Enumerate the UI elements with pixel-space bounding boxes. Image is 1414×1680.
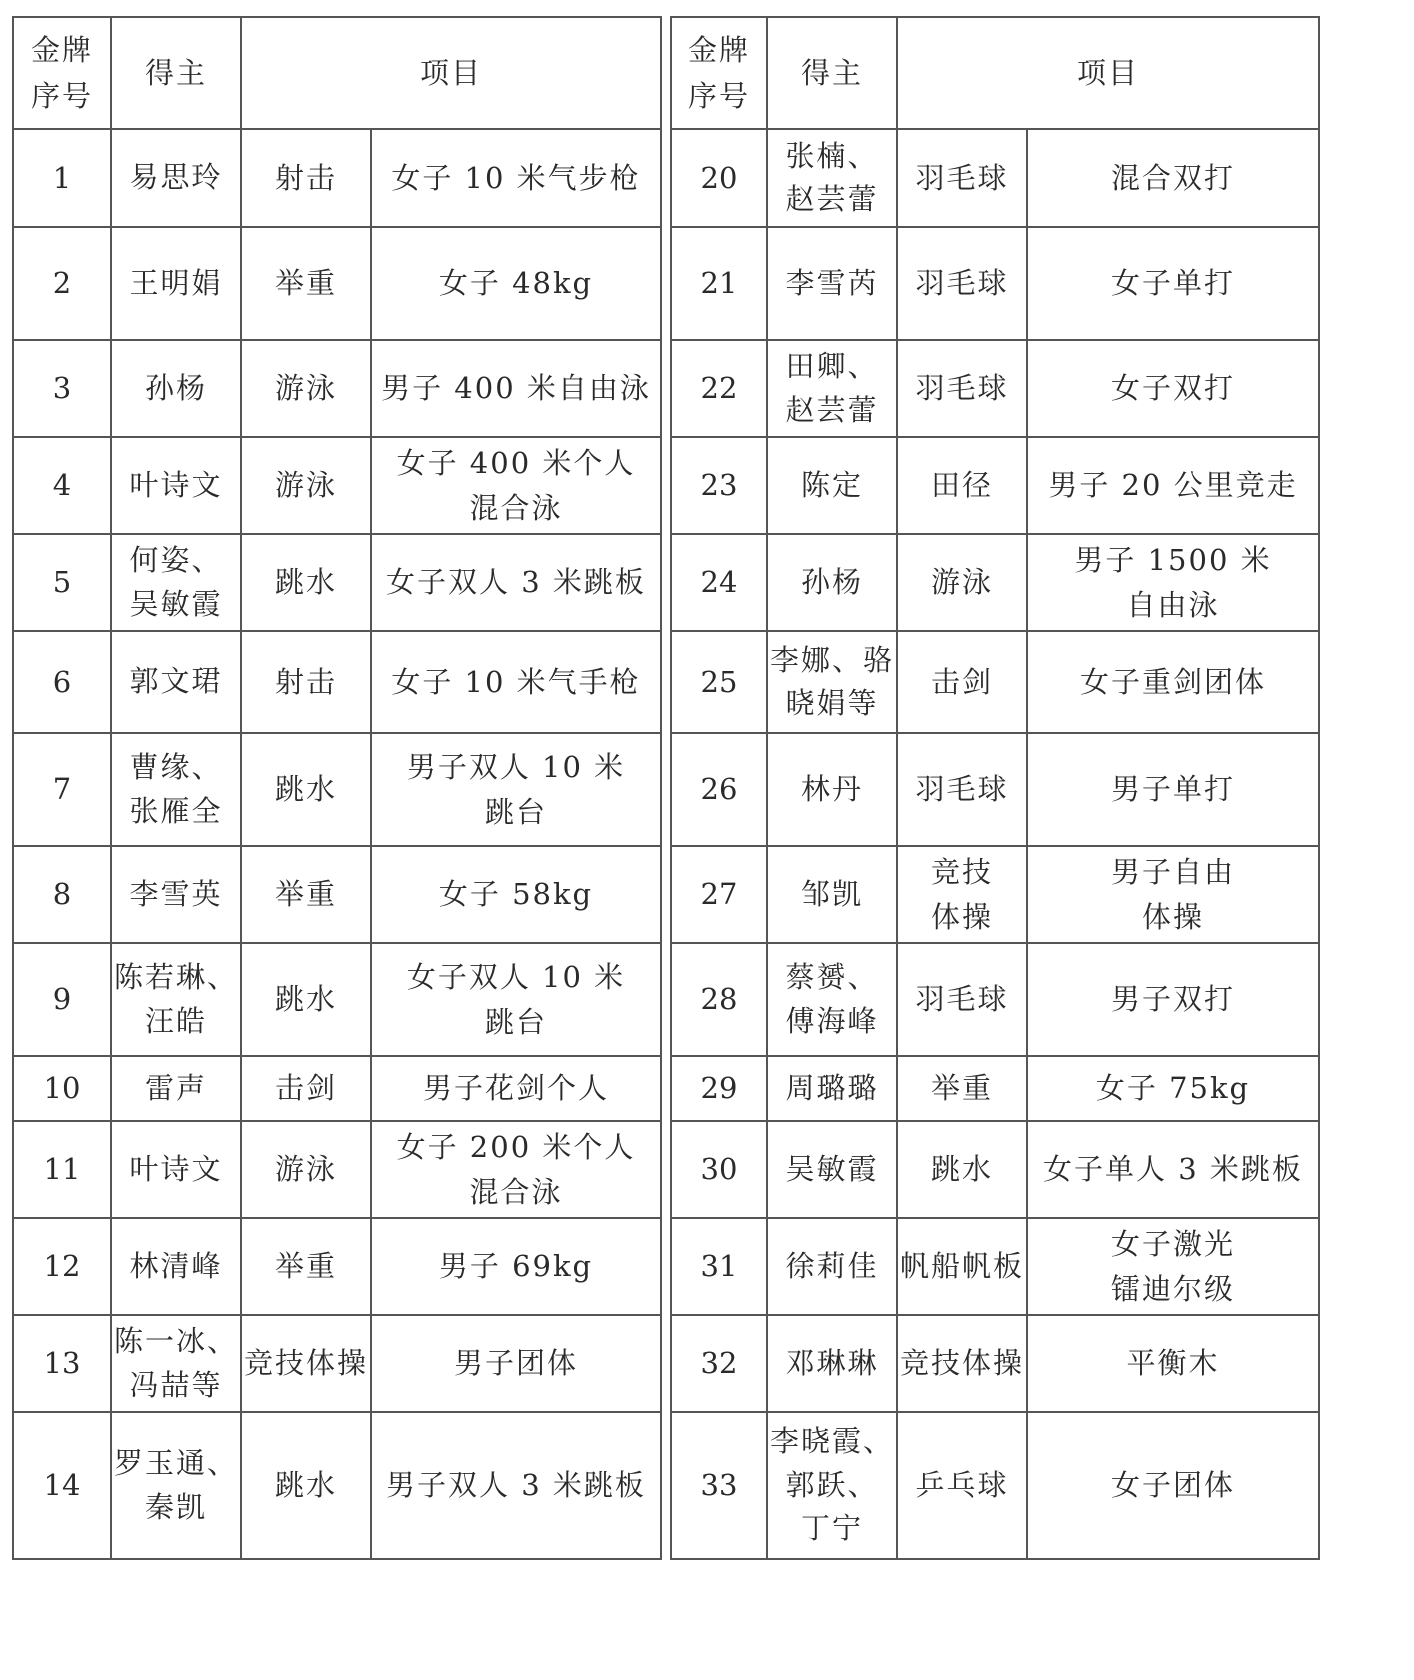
table-row — [13, 227, 661, 340]
winner-cell: 罗玉通、 秦凯 — [111, 1412, 241, 1559]
medal-seq-cell: 8 — [13, 846, 111, 943]
event-cell: 男子双人 10 米 跳台 — [371, 733, 661, 846]
header-winner: 得主 — [111, 17, 241, 129]
winner-cell: 徐莉佳 — [767, 1218, 897, 1315]
sport-cell: 举重 — [241, 227, 371, 340]
medal-seq-cell: 33 — [671, 1412, 767, 1559]
winner-cell: 吴敏霞 — [767, 1121, 897, 1218]
sport-cell: 举重 — [241, 846, 371, 943]
table-header-row — [13, 17, 661, 129]
sport-cell: 羽毛球 — [897, 733, 1027, 846]
sport-cell: 竞技 体操 — [897, 846, 1027, 943]
winner-cell: 李雪英 — [111, 846, 241, 943]
event-cell: 男子自由 体操 — [1027, 846, 1319, 943]
medal-seq-cell: 27 — [671, 846, 767, 943]
sport-cell: 田径 — [897, 437, 1027, 534]
winner-cell: 叶诗文 — [111, 1121, 241, 1218]
medal-seq-cell: 5 — [13, 534, 111, 631]
winner-cell: 叶诗文 — [111, 437, 241, 534]
event-cell: 女子 58kg — [371, 846, 661, 943]
event-cell: 男子花剑个人 — [371, 1056, 661, 1121]
event-cell: 男子双打 — [1027, 943, 1319, 1056]
table-header-row — [671, 17, 1319, 129]
sport-cell: 竞技体操 — [241, 1315, 371, 1412]
table-row — [13, 846, 661, 943]
table-row — [671, 943, 1319, 1056]
sport-cell: 击剑 — [897, 631, 1027, 733]
event-cell: 女子 400 米个人 混合泳 — [371, 437, 661, 534]
sport-cell: 竞技体操 — [897, 1315, 1027, 1412]
medal-seq-cell: 7 — [13, 733, 111, 846]
winner-cell: 李晓霞、 郭跃、 丁宁 — [767, 1412, 897, 1559]
table-row — [671, 733, 1319, 846]
winner-cell: 邓琳琳 — [767, 1315, 897, 1412]
table-row — [671, 1121, 1319, 1218]
event-cell: 女子重剑团体 — [1027, 631, 1319, 733]
winner-cell: 周璐璐 — [767, 1056, 897, 1121]
header-winner: 得主 — [767, 17, 897, 129]
winner-cell: 何姿、 吴敏霞 — [111, 534, 241, 631]
medal-table-left — [12, 16, 662, 1560]
sport-cell: 游泳 — [241, 437, 371, 534]
winner-cell: 雷声 — [111, 1056, 241, 1121]
event-cell: 男子单打 — [1027, 733, 1319, 846]
table-row — [671, 1315, 1319, 1412]
medal-seq-cell: 25 — [671, 631, 767, 733]
medal-seq-cell: 3 — [13, 340, 111, 437]
table-row — [671, 846, 1319, 943]
sport-cell: 羽毛球 — [897, 227, 1027, 340]
table-row — [671, 437, 1319, 534]
header-seq: 金牌 序号 — [671, 17, 767, 129]
sport-cell: 跳水 — [241, 534, 371, 631]
medal-seq-cell: 1 — [13, 129, 111, 227]
table-row — [13, 1315, 661, 1412]
medal-seq-cell: 11 — [13, 1121, 111, 1218]
event-cell: 男子 400 米自由泳 — [371, 340, 661, 437]
sport-cell: 跳水 — [241, 1412, 371, 1559]
winner-cell: 田卿、 赵芸蕾 — [767, 340, 897, 437]
winner-cell: 曹缘、 张雁全 — [111, 733, 241, 846]
event-cell: 女子单人 3 米跳板 — [1027, 1121, 1319, 1218]
winner-cell: 陈若琳、 汪皓 — [111, 943, 241, 1056]
event-cell: 女子双人 3 米跳板 — [371, 534, 661, 631]
winner-cell: 蔡赟、 傅海峰 — [767, 943, 897, 1056]
table-row — [13, 1056, 661, 1121]
medal-seq-cell: 32 — [671, 1315, 767, 1412]
event-cell: 男子 20 公里竞走 — [1027, 437, 1319, 534]
table-row — [13, 437, 661, 534]
medal-seq-cell: 20 — [671, 129, 767, 227]
table-row — [671, 227, 1319, 340]
table-row — [671, 1412, 1319, 1559]
medal-table-right — [670, 16, 1320, 1560]
table-row — [671, 340, 1319, 437]
medal-seq-cell: 13 — [13, 1315, 111, 1412]
winner-cell: 陈定 — [767, 437, 897, 534]
event-cell: 平衡木 — [1027, 1315, 1319, 1412]
winner-cell: 李娜、骆 晓娟等 — [767, 631, 897, 733]
sport-cell: 游泳 — [241, 1121, 371, 1218]
winner-cell: 孙杨 — [767, 534, 897, 631]
event-cell: 男子双人 3 米跳板 — [371, 1412, 661, 1559]
table-row — [13, 340, 661, 437]
winner-cell: 林丹 — [767, 733, 897, 846]
sport-cell: 举重 — [897, 1056, 1027, 1121]
header-seq: 金牌 序号 — [13, 17, 111, 129]
table-row — [13, 1218, 661, 1315]
event-cell: 男子 1500 米 自由泳 — [1027, 534, 1319, 631]
event-cell: 女子双打 — [1027, 340, 1319, 437]
winner-cell: 邹凯 — [767, 846, 897, 943]
event-cell: 男子团体 — [371, 1315, 661, 1412]
table-row — [13, 1412, 661, 1559]
medal-seq-cell: 24 — [671, 534, 767, 631]
table-row — [671, 1218, 1319, 1315]
event-cell: 女子 10 米气手枪 — [371, 631, 661, 733]
sport-cell: 乒乓球 — [897, 1412, 1027, 1559]
medal-tables — [12, 16, 1320, 1668]
sport-cell: 击剑 — [241, 1056, 371, 1121]
table-row — [13, 1121, 661, 1218]
medal-seq-cell: 14 — [13, 1412, 111, 1559]
table-row — [671, 1056, 1319, 1121]
medal-seq-cell: 6 — [13, 631, 111, 733]
winner-cell: 郭文珺 — [111, 631, 241, 733]
winner-cell: 易思玲 — [111, 129, 241, 227]
header-event: 项目 — [897, 17, 1319, 129]
sport-cell: 射击 — [241, 129, 371, 227]
table-row — [13, 733, 661, 846]
sport-cell: 羽毛球 — [897, 129, 1027, 227]
event-cell: 女子 48kg — [371, 227, 661, 340]
medal-seq-cell: 29 — [671, 1056, 767, 1121]
medal-seq-cell: 10 — [13, 1056, 111, 1121]
medal-seq-cell: 22 — [671, 340, 767, 437]
table-row — [13, 534, 661, 631]
sport-cell: 游泳 — [897, 534, 1027, 631]
sport-cell: 羽毛球 — [897, 340, 1027, 437]
table-row — [13, 631, 661, 733]
medal-seq-cell: 30 — [671, 1121, 767, 1218]
medal-seq-cell: 28 — [671, 943, 767, 1056]
winner-cell: 王明娟 — [111, 227, 241, 340]
table-row — [13, 129, 661, 227]
event-cell: 女子激光 镭迪尔级 — [1027, 1218, 1319, 1315]
sport-cell: 帆船帆板 — [897, 1218, 1027, 1315]
medal-seq-cell: 26 — [671, 733, 767, 846]
winner-cell: 李雪芮 — [767, 227, 897, 340]
event-cell: 女子 200 米个人 混合泳 — [371, 1121, 661, 1218]
winner-cell: 张楠、 赵芸蕾 — [767, 129, 897, 227]
event-cell: 女子单打 — [1027, 227, 1319, 340]
medal-seq-cell: 21 — [671, 227, 767, 340]
winner-cell: 孙杨 — [111, 340, 241, 437]
header-event: 项目 — [241, 17, 661, 129]
medal-seq-cell: 12 — [13, 1218, 111, 1315]
sport-cell: 跳水 — [897, 1121, 1027, 1218]
event-cell: 女子双人 10 米 跳台 — [371, 943, 661, 1056]
sport-cell: 游泳 — [241, 340, 371, 437]
table-row — [671, 129, 1319, 227]
event-cell: 女子 10 米气步枪 — [371, 129, 661, 227]
event-cell: 男子 69kg — [371, 1218, 661, 1315]
medal-seq-cell: 23 — [671, 437, 767, 534]
table-row — [671, 534, 1319, 631]
column-divider — [662, 16, 670, 1668]
event-cell: 混合双打 — [1027, 129, 1319, 227]
winner-cell: 林清峰 — [111, 1218, 241, 1315]
table-row — [13, 943, 661, 1056]
medal-seq-cell: 4 — [13, 437, 111, 534]
sport-cell: 跳水 — [241, 733, 371, 846]
sport-cell: 羽毛球 — [897, 943, 1027, 1056]
sport-cell: 跳水 — [241, 943, 371, 1056]
medal-seq-cell: 31 — [671, 1218, 767, 1315]
event-cell: 女子 75kg — [1027, 1056, 1319, 1121]
sport-cell: 射击 — [241, 631, 371, 733]
event-cell: 女子团体 — [1027, 1412, 1319, 1559]
table-row — [671, 631, 1319, 733]
sport-cell: 举重 — [241, 1218, 371, 1315]
medal-seq-cell: 9 — [13, 943, 111, 1056]
winner-cell: 陈一冰、 冯喆等 — [111, 1315, 241, 1412]
medal-seq-cell: 2 — [13, 227, 111, 340]
